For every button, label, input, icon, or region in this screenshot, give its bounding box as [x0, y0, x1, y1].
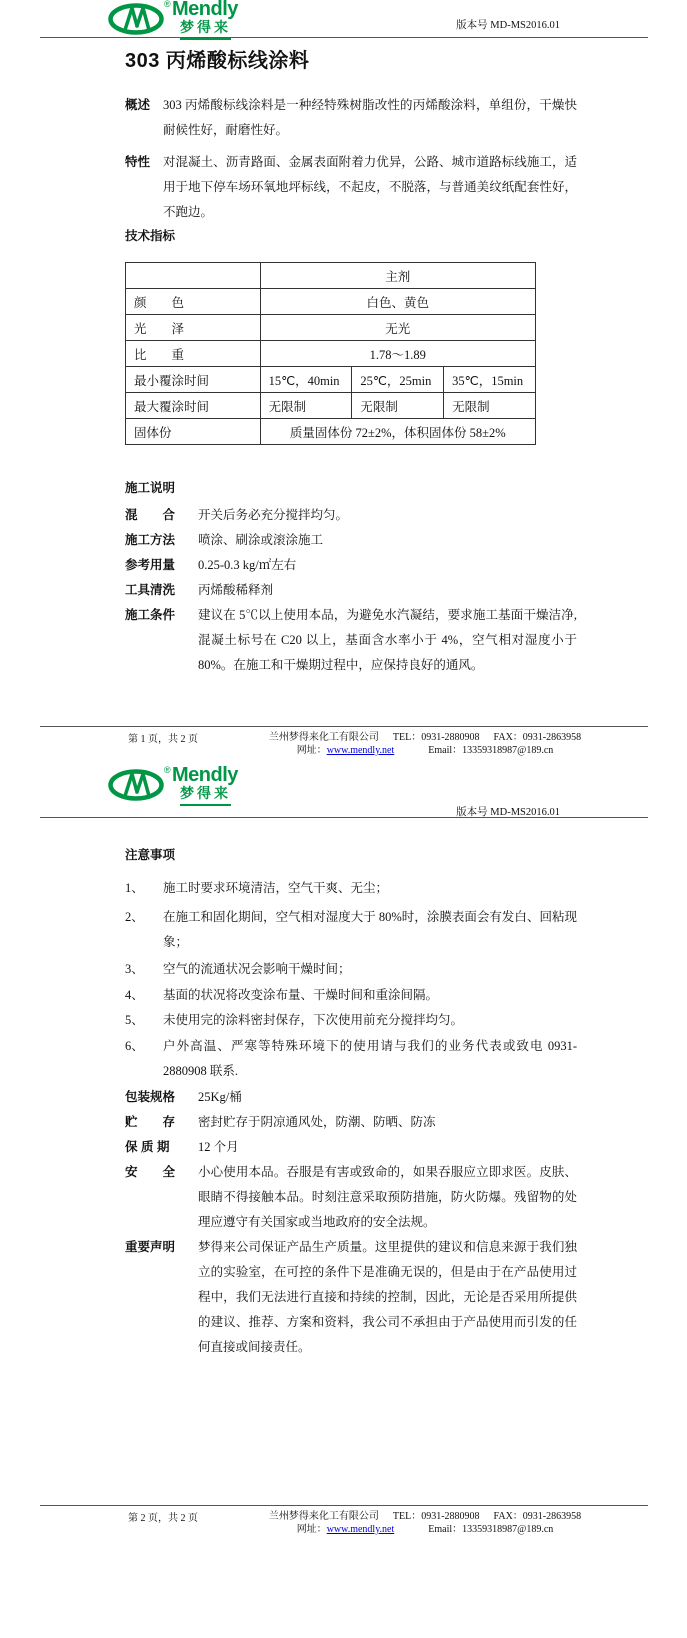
overview-text: 303 丙烯酸标线涂料是一种经特殊树脂改性的丙烯酸涂料，单组份，干燥快耐候性好，耐磨性好。 — [163, 98, 577, 137]
table-row — [126, 263, 536, 289]
item-text: 喷涂、刷涂或滚涂施工 — [198, 533, 324, 547]
prop-storage — [125, 1110, 577, 1135]
prop-label: 包装规格 — [125, 1090, 176, 1104]
website-label: 网址： — [296, 745, 327, 756]
features-text: 对混凝土、沥青路面、金属表面附着力优异，公路、城市道路标线施工，适用于地下停车场环氧地坪标线，不起皮，不脱落，与普通美纹纸配套性好，不跑边。 — [163, 155, 577, 219]
spec-value-cell: 质量固体份 72±2%，体积固体份 58±2% — [260, 419, 535, 445]
company-email: Email：13359318987@189.cn — [428, 1524, 554, 1535]
page-2 — [0, 760, 687, 1638]
page-footer — [40, 726, 648, 757]
note-item-4 — [125, 983, 577, 1008]
item-label: 混 合 — [125, 508, 176, 522]
table-row — [126, 393, 536, 419]
note-text: 未使用完的涂料密封保存，下次使用前充分搅拌均匀。 — [163, 1013, 464, 1027]
note-text: 基面的状况将改变涂布量、干燥时间和重涂间隔。 — [163, 988, 439, 1002]
company-name: 兰州梦得来化工有限公司 — [268, 732, 379, 743]
mendly-logo-icon — [108, 2, 168, 36]
note-text: 在施工和固化期间，空气相对湿度大于 80%时，涂膜表面会有发白、回粘现象； — [163, 910, 577, 949]
prop-text: 25Kg/桶 — [198, 1090, 242, 1104]
note-text: 施工时要求环境清洁，空气干爽、无尘； — [163, 881, 389, 895]
prop-label: 贮 存 — [125, 1115, 176, 1129]
note-text: 空气的流通状况会影响干燥时间； — [163, 962, 351, 976]
company-fax: FAX：0931-2863958 — [493, 1511, 582, 1522]
item-label: 工具清洗 — [125, 583, 176, 597]
prop-label: 重要声明 — [125, 1240, 176, 1254]
website-link[interactable]: www.mendly.net — [326, 1524, 395, 1535]
version-label: 版本号 MD-MS2016.01 — [456, 807, 560, 818]
note-number: 6、 — [125, 1039, 144, 1053]
prop-disclaimer — [125, 1235, 577, 1360]
table-row — [126, 315, 536, 341]
mendly-logo-icon — [108, 768, 168, 802]
company-tel: TEL：0931-2880908 — [392, 1511, 480, 1522]
brand-logo — [108, 2, 298, 38]
company-name: 兰州梦得来化工有限公司 — [268, 1511, 379, 1522]
header-rule — [40, 37, 648, 38]
spec-label-cell: 固体份 — [126, 419, 261, 445]
prop-packaging — [125, 1085, 577, 1110]
footer-rule — [40, 1505, 648, 1506]
version-label: 版本号 MD-MS2016.01 — [456, 20, 560, 31]
company-fax: FAX：0931-2863958 — [493, 732, 582, 743]
note-item-6 — [125, 1034, 577, 1084]
page-1 — [0, 0, 687, 760]
spec-value-cell: 15℃，40min — [260, 367, 352, 393]
spec-label-cell: 最小覆涂时间 — [126, 367, 261, 393]
product-title: 303 丙烯酸标线涂料 — [125, 50, 310, 72]
table-row — [126, 341, 536, 367]
item-text: 开关后务必充分搅拌均匀。 — [198, 508, 349, 522]
website-link[interactable]: www.mendly.net — [326, 745, 395, 756]
item-text: 丙烯酸稀释剂 — [198, 583, 274, 597]
note-item-5 — [125, 1008, 577, 1033]
page-number-label: 第 1 页，共 2 页 — [128, 734, 198, 745]
section-features — [125, 150, 577, 225]
note-item-2 — [125, 905, 577, 955]
prop-shelf-life — [125, 1135, 577, 1160]
note-number: 2、 — [125, 910, 144, 924]
registered-mark-icon: ® — [164, 0, 171, 9]
spec-value-cell: 无限制 — [260, 393, 352, 419]
website-label: 网址： — [296, 1524, 327, 1535]
header-rule — [40, 817, 648, 818]
spec-value-cell: 无光 — [260, 315, 535, 341]
item-label: 施工方法 — [125, 533, 176, 547]
overview-label: 概述 — [125, 98, 151, 112]
prop-text: 密封贮存于阴凉通风处，防潮、防晒、防冻 — [198, 1115, 436, 1129]
spec-label-cell: 光 泽 — [126, 315, 261, 341]
brand-name-en: Mendly — [172, 0, 238, 20]
spec-label-cell: 颜 色 — [126, 289, 261, 315]
brand-logo — [108, 764, 298, 804]
table-row — [126, 419, 536, 445]
spec-value-cell: 35℃，15min — [444, 367, 536, 393]
construction-item-conditions — [125, 603, 577, 678]
construction-item-dosage — [125, 553, 577, 578]
features-label: 特性 — [125, 155, 151, 169]
company-website — [297, 744, 395, 757]
company-email: Email：13359318987@189.cn — [428, 745, 554, 756]
item-text: 建议在 5℃以上使用本品，为避免水汽凝结，要求施工基面干燥洁净,混凝土标号在 C20 以上，基面含水率小于 4%，空气相对湿度小于 80%。在施工和干燥期过程中，应保持良好的通风。 — [198, 608, 577, 672]
note-item-3 — [125, 957, 577, 982]
company-tel: TEL：0931-2880908 — [392, 732, 480, 743]
company-info — [215, 1510, 635, 1536]
prop-label: 安 全 — [125, 1165, 176, 1179]
table-row — [126, 289, 536, 315]
note-number: 1、 — [125, 881, 144, 895]
item-text: 0.25-0.3 kg/㎡左右 — [198, 558, 297, 572]
prop-label: 保 质 期 — [125, 1140, 170, 1154]
prop-safety — [125, 1160, 577, 1235]
note-number: 3、 — [125, 962, 144, 976]
tech-specs-table — [125, 262, 536, 445]
spec-value-cell: 25℃，25min — [352, 367, 444, 393]
registered-mark-icon: ® — [164, 765, 171, 775]
spec-value-cell: 无限制 — [444, 393, 536, 419]
tech-specs-heading: 技术指标 — [125, 229, 176, 243]
note-text: 户外高温、严寒等特殊环境下的使用请与我们的业务代表或致电 0931-2880908 联系. — [163, 1039, 577, 1078]
construction-item-method — [125, 528, 577, 553]
spec-value-cell: 主剂 — [260, 263, 535, 289]
spec-label-cell: 比 重 — [126, 341, 261, 367]
brand-name-cn: 梦得来 — [180, 783, 231, 806]
section-overview — [125, 93, 577, 143]
table-row — [126, 367, 536, 393]
footer-rule — [40, 726, 648, 727]
spec-value-cell: 无限制 — [352, 393, 444, 419]
brand-name-cn: 梦得来 — [180, 17, 231, 40]
spec-value-cell: 白色、黄色 — [260, 289, 535, 315]
note-number: 5、 — [125, 1013, 144, 1027]
company-info — [215, 731, 635, 757]
spec-value-cell: 1.78～1.89 — [260, 341, 535, 367]
construction-heading: 施工说明 — [125, 481, 176, 495]
construction-item-tool-cleaning — [125, 578, 577, 603]
item-label: 参考用量 — [125, 558, 176, 572]
item-label: 施工条件 — [125, 608, 176, 622]
prop-text: 小心使用本品。吞服是有害或致命的，如果吞服应立即求医。皮肤、眼睛不得接触本品。时刻注意采取预防措施，防火防爆。残留物的处理应遵守有关国家或当地政府的安全法规。 — [198, 1165, 577, 1229]
note-item-1 — [125, 876, 577, 901]
construction-item-mixing — [125, 503, 577, 528]
prop-text: 12 个月 — [198, 1140, 239, 1154]
spec-label-cell: 最大覆涂时间 — [126, 393, 261, 419]
notes-heading: 注意事项 — [125, 848, 176, 862]
prop-text: 梦得来公司保证产品生产质量。这里提供的建议和信息来源于我们独立的实验室，在可控的条件下是准确无误的，但是由于在产品使用过程中，我们无法进行直接和持续的控制，因此，无论是否采用所提供的建议、推荐、方案和资料，我公司不承担由于产品使用而引发的任何直接或间接责任。 — [198, 1240, 577, 1354]
brand-name-en: Mendly — [172, 764, 238, 786]
spec-label-cell — [126, 263, 261, 289]
note-number: 4、 — [125, 988, 144, 1002]
page-footer — [40, 1505, 648, 1536]
page-number-label: 第 2 页，共 2 页 — [128, 1513, 198, 1524]
company-website — [297, 1523, 395, 1536]
